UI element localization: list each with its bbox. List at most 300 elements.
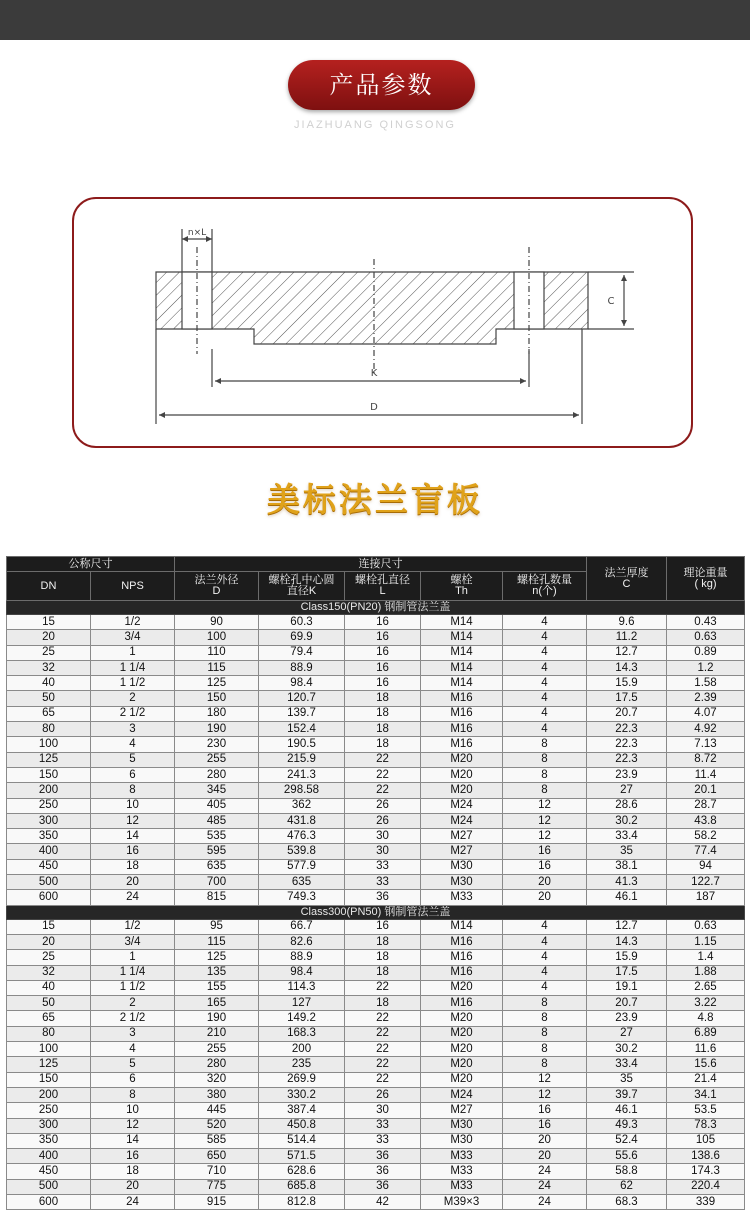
table-row xyxy=(7,1164,745,1179)
table-cell: 320 xyxy=(175,1072,259,1087)
table-cell: 27 xyxy=(587,1026,667,1041)
table-row xyxy=(7,980,745,995)
table-cell: 1 xyxy=(91,645,175,660)
table-cell: 1/2 xyxy=(91,919,175,934)
table-cell: 12 xyxy=(91,1118,175,1133)
table-cell: 50 xyxy=(7,691,91,706)
table-cell: 25 xyxy=(7,645,91,660)
table-cell: 110 xyxy=(175,645,259,660)
table-cell: 30 xyxy=(345,844,421,859)
table-cell: 775 xyxy=(175,1179,259,1194)
table-cell: 20 xyxy=(503,875,587,890)
table-cell: 155 xyxy=(175,980,259,995)
table-cell: 22 xyxy=(345,1072,421,1087)
table-cell: 15.6 xyxy=(667,1057,745,1072)
table-cell: 15 xyxy=(7,615,91,630)
table-cell: M20 xyxy=(421,1042,503,1057)
table-cell: 280 xyxy=(175,767,259,782)
table-row xyxy=(7,1011,745,1026)
table-cell: 4 xyxy=(503,691,587,706)
table-row xyxy=(7,1118,745,1133)
table-cell: M16 xyxy=(421,691,503,706)
table-cell: 62 xyxy=(587,1179,667,1194)
section-title: Class300(PN50) 钢制管法兰盖 xyxy=(7,905,745,919)
column-header-4 xyxy=(345,572,421,601)
table-cell: 122.7 xyxy=(667,875,745,890)
table-row xyxy=(7,1057,745,1072)
table-cell: 20 xyxy=(503,1133,587,1148)
table-cell: 16 xyxy=(503,844,587,859)
column-header-top: 法兰外径 xyxy=(194,574,239,586)
table-cell: 190.5 xyxy=(259,737,345,752)
table-row xyxy=(7,1087,745,1102)
table-cell: 16 xyxy=(345,630,421,645)
table-cell: 33.4 xyxy=(587,829,667,844)
table-cell: 15.9 xyxy=(587,676,667,691)
table-cell: 12.7 xyxy=(587,919,667,934)
table-cell: 4 xyxy=(503,950,587,965)
table-row xyxy=(7,813,745,828)
table-cell: 2 xyxy=(91,996,175,1011)
table-cell: 350 xyxy=(7,829,91,844)
table-cell: 2 1/2 xyxy=(91,1011,175,1026)
table-cell: 53.5 xyxy=(667,1103,745,1118)
table-cell: 4.8 xyxy=(667,1011,745,1026)
table-cell: 2.65 xyxy=(667,980,745,995)
table-cell: 36 xyxy=(345,890,421,905)
table-cell: M33 xyxy=(421,1179,503,1194)
table-cell: 149.2 xyxy=(259,1011,345,1026)
table-cell: 445 xyxy=(175,1103,259,1118)
table-cell: 50 xyxy=(7,996,91,1011)
table-cell: 17.5 xyxy=(587,691,667,706)
table-cell: 595 xyxy=(175,844,259,859)
table-row xyxy=(7,934,745,949)
table-cell: 4 xyxy=(503,615,587,630)
table-cell: M30 xyxy=(421,1118,503,1133)
table-cell: 298.58 xyxy=(259,783,345,798)
header-thickness xyxy=(587,557,667,601)
table-cell: 18 xyxy=(345,996,421,1011)
table-cell: 16 xyxy=(345,919,421,934)
table-cell: 1 1/2 xyxy=(91,980,175,995)
table-cell: 2 1/2 xyxy=(91,706,175,721)
table-cell: 14.3 xyxy=(587,934,667,949)
column-header-1 xyxy=(91,572,175,601)
table-cell: 18 xyxy=(345,965,421,980)
table-cell: 215.9 xyxy=(259,752,345,767)
table-cell: 30.2 xyxy=(587,813,667,828)
table-cell: 6 xyxy=(91,767,175,782)
table-cell: 21.4 xyxy=(667,1072,745,1087)
table-cell: 485 xyxy=(175,813,259,828)
table-cell: 36 xyxy=(345,1164,421,1179)
flange-cross-section-diagram xyxy=(74,199,693,448)
table-cell: 80 xyxy=(7,1026,91,1041)
table-cell: 4 xyxy=(503,645,587,660)
table-cell: M14 xyxy=(421,645,503,660)
table-cell: 330.2 xyxy=(259,1087,345,1102)
product-title: 美标法兰盲板 xyxy=(267,480,483,519)
table-cell: 4 xyxy=(503,965,587,980)
table-row xyxy=(7,1194,745,1209)
table-cell: 82.6 xyxy=(259,934,345,949)
table-cell: 1.2 xyxy=(667,660,745,675)
table-cell: 22.3 xyxy=(587,722,667,737)
table-cell: 58.2 xyxy=(667,829,745,844)
table-cell: 230 xyxy=(175,737,259,752)
table-cell: 300 xyxy=(7,813,91,828)
table-row xyxy=(7,890,745,905)
table-cell: 255 xyxy=(175,1042,259,1057)
table-cell: 16 xyxy=(345,660,421,675)
table-cell: 4 xyxy=(503,630,587,645)
table-cell: 39.7 xyxy=(587,1087,667,1102)
table-cell: 12 xyxy=(503,1072,587,1087)
outer-diameter-label: D xyxy=(370,402,378,413)
table-cell: 685.8 xyxy=(259,1179,345,1194)
table-cell: 22 xyxy=(345,783,421,798)
table-cell: 16 xyxy=(91,844,175,859)
table-row xyxy=(7,1042,745,1057)
table-cell: 115 xyxy=(175,934,259,949)
table-cell: 18 xyxy=(345,737,421,752)
table-cell: 22.3 xyxy=(587,737,667,752)
table-cell: 98.4 xyxy=(259,965,345,980)
table-cell: 77.4 xyxy=(667,844,745,859)
table-cell: 400 xyxy=(7,844,91,859)
table-cell: 1 xyxy=(91,950,175,965)
table-cell: 18 xyxy=(345,722,421,737)
table-cell: 20.1 xyxy=(667,783,745,798)
table-cell: M24 xyxy=(421,798,503,813)
column-header-bottom: NPS xyxy=(121,579,144,592)
table-cell: 168.3 xyxy=(259,1026,345,1041)
table-cell: 36 xyxy=(345,1149,421,1164)
table-cell: 24 xyxy=(91,1194,175,1209)
table-cell: 40 xyxy=(7,676,91,691)
table-cell: 250 xyxy=(7,798,91,813)
bolt-circle-label: K xyxy=(370,368,378,379)
table-row xyxy=(7,829,745,844)
table-cell: 8 xyxy=(503,996,587,1011)
table-cell: 27 xyxy=(587,783,667,798)
table-cell: 500 xyxy=(7,875,91,890)
table-cell: 165 xyxy=(175,996,259,1011)
table-cell: M33 xyxy=(421,890,503,905)
table-cell: 450 xyxy=(7,1164,91,1179)
header-thickness-unit: C xyxy=(622,577,631,590)
table-cell: 4 xyxy=(91,1042,175,1057)
table-cell: 79.4 xyxy=(259,645,345,660)
table-cell: 520 xyxy=(175,1118,259,1133)
table-cell: 0.43 xyxy=(667,615,745,630)
table-row xyxy=(7,1072,745,1087)
table-cell: 10 xyxy=(91,1103,175,1118)
table-cell: 26 xyxy=(345,798,421,813)
table-cell: 2 xyxy=(91,691,175,706)
table-cell: 12 xyxy=(503,813,587,828)
table-cell: 24 xyxy=(503,1194,587,1209)
table-row xyxy=(7,615,745,630)
table-cell: 18 xyxy=(345,691,421,706)
table-cell: M20 xyxy=(421,1026,503,1041)
table-cell: M16 xyxy=(421,950,503,965)
table-cell: 16 xyxy=(503,1103,587,1118)
table-cell: 11.2 xyxy=(587,630,667,645)
section-title: Class150(PN20) 钢制管法兰盖 xyxy=(7,601,745,615)
table-cell: 100 xyxy=(7,1042,91,1057)
table-cell: 5 xyxy=(91,752,175,767)
table-cell: 20 xyxy=(503,1149,587,1164)
table-cell: M16 xyxy=(421,996,503,1011)
table-cell: 69.9 xyxy=(259,630,345,645)
table-cell: 16 xyxy=(503,1118,587,1133)
table-cell: 12 xyxy=(503,829,587,844)
section-badge-subtitle: JIAZHUANG QINGSONG xyxy=(294,119,456,131)
table-cell: 628.6 xyxy=(259,1164,345,1179)
table-row xyxy=(7,1103,745,1118)
table-cell: 46.1 xyxy=(587,1103,667,1118)
table-cell: 46.1 xyxy=(587,890,667,905)
table-cell: 33 xyxy=(345,859,421,874)
table-cell: 80 xyxy=(7,722,91,737)
table-cell: 20 xyxy=(91,875,175,890)
table-cell: M30 xyxy=(421,1133,503,1148)
table-row xyxy=(7,965,745,980)
table-cell: 78.3 xyxy=(667,1118,745,1133)
table-cell: 0.63 xyxy=(667,630,745,645)
table-cell: 4 xyxy=(503,980,587,995)
table-row xyxy=(7,752,745,767)
table-row xyxy=(7,950,745,965)
table-cell: 8 xyxy=(503,737,587,752)
table-cell: 514.4 xyxy=(259,1133,345,1148)
table-cell: 1.4 xyxy=(667,950,745,965)
table-cell: M16 xyxy=(421,722,503,737)
table-cell: 65 xyxy=(7,1011,91,1026)
table-cell: 9.6 xyxy=(587,615,667,630)
table-cell: 98.4 xyxy=(259,676,345,691)
table-cell: 52.4 xyxy=(587,1133,667,1148)
table-cell: 114.3 xyxy=(259,980,345,995)
table-cell: 19.1 xyxy=(587,980,667,995)
table-cell: 16 xyxy=(345,615,421,630)
table-cell: 49.3 xyxy=(587,1118,667,1133)
table-cell: 0.89 xyxy=(667,645,745,660)
table-cell: 127 xyxy=(259,996,345,1011)
table-cell: M27 xyxy=(421,829,503,844)
table-row xyxy=(7,1149,745,1164)
table-cell: 345 xyxy=(175,783,259,798)
table-cell: 105 xyxy=(667,1133,745,1148)
table-cell: 535 xyxy=(175,829,259,844)
table-cell: 1 1/4 xyxy=(91,965,175,980)
table-cell: 35 xyxy=(587,844,667,859)
table-cell: 22 xyxy=(345,980,421,995)
section-header-row xyxy=(7,601,745,615)
table-cell: 6 xyxy=(91,1072,175,1087)
header-weight-unit: ( kg) xyxy=(694,577,717,590)
table-cell: 0.63 xyxy=(667,919,745,934)
table-cell: 42 xyxy=(345,1194,421,1209)
table-cell: 88.9 xyxy=(259,950,345,965)
table-cell: 450 xyxy=(7,859,91,874)
table-cell: 135 xyxy=(175,965,259,980)
spec-table-container xyxy=(6,556,744,1210)
table-cell: 1 1/2 xyxy=(91,676,175,691)
table-cell: 22 xyxy=(345,1011,421,1026)
table-cell: M20 xyxy=(421,783,503,798)
table-cell: 3/4 xyxy=(91,630,175,645)
table-cell: 4.07 xyxy=(667,706,745,721)
table-row xyxy=(7,996,745,1011)
table-cell: 66.7 xyxy=(259,919,345,934)
table-cell: M20 xyxy=(421,1011,503,1026)
table-cell: 4 xyxy=(503,934,587,949)
table-row xyxy=(7,859,745,874)
table-cell: M16 xyxy=(421,737,503,752)
table-cell: 16 xyxy=(91,1149,175,1164)
header-weight xyxy=(667,557,745,601)
column-header-0 xyxy=(7,572,91,601)
table-row xyxy=(7,706,745,721)
table-cell: 1.58 xyxy=(667,676,745,691)
table-cell: 650 xyxy=(175,1149,259,1164)
table-cell: 24 xyxy=(91,890,175,905)
column-header-top: 螺栓 xyxy=(450,574,473,586)
table-cell: 400 xyxy=(7,1149,91,1164)
table-cell: 32 xyxy=(7,660,91,675)
table-cell: 55.6 xyxy=(587,1149,667,1164)
table-cell: 25 xyxy=(7,950,91,965)
table-cell: 350 xyxy=(7,1133,91,1148)
table-cell: 33 xyxy=(345,875,421,890)
table-cell: 8 xyxy=(503,1011,587,1026)
table-cell: 450.8 xyxy=(259,1118,345,1133)
table-cell: M16 xyxy=(421,706,503,721)
top-bar xyxy=(0,0,750,40)
table-cell: 88.9 xyxy=(259,660,345,675)
table-cell: 11.6 xyxy=(667,1042,745,1057)
table-cell: 14 xyxy=(91,1133,175,1148)
table-row xyxy=(7,722,745,737)
table-cell: M16 xyxy=(421,934,503,949)
table-cell: 38.1 xyxy=(587,859,667,874)
table-cell: 23.9 xyxy=(587,767,667,782)
table-cell: 22 xyxy=(345,1042,421,1057)
table-row xyxy=(7,1179,745,1194)
table-cell: M30 xyxy=(421,875,503,890)
table-cell: 387.4 xyxy=(259,1103,345,1118)
table-cell: 4 xyxy=(503,660,587,675)
column-header-bottom: Th xyxy=(455,585,468,597)
table-cell: 635 xyxy=(259,875,345,890)
table-cell: 815 xyxy=(175,890,259,905)
table-cell: 12 xyxy=(503,1087,587,1102)
table-cell: 22 xyxy=(345,1057,421,1072)
hole-label: n×L xyxy=(187,228,207,238)
table-cell: 4 xyxy=(503,706,587,721)
table-row xyxy=(7,1026,745,1041)
table-cell: 18 xyxy=(345,706,421,721)
table-cell: 210 xyxy=(175,1026,259,1041)
table-row xyxy=(7,798,745,813)
table-cell: 8 xyxy=(503,767,587,782)
column-header-3 xyxy=(259,572,345,601)
column-header-bottom: 直径K xyxy=(286,585,317,597)
table-cell: 3/4 xyxy=(91,934,175,949)
table-row xyxy=(7,645,745,660)
column-header-2 xyxy=(175,572,259,601)
table-cell: 40 xyxy=(7,980,91,995)
header-weight-label: 理论重量 xyxy=(683,566,728,579)
table-cell: 585 xyxy=(175,1133,259,1148)
table-cell: 1.15 xyxy=(667,934,745,949)
table-cell: 41.3 xyxy=(587,875,667,890)
table-cell: 20.7 xyxy=(587,706,667,721)
table-cell: M14 xyxy=(421,630,503,645)
column-header-top: 螺栓孔中心圆 xyxy=(268,574,335,586)
table-cell: M39×3 xyxy=(421,1194,503,1209)
table-cell: 250 xyxy=(7,1103,91,1118)
table-cell: 915 xyxy=(175,1194,259,1209)
table-cell: 200 xyxy=(7,1087,91,1102)
group-header-nominal: 公称尺寸 xyxy=(7,557,175,572)
table-cell: 22.3 xyxy=(587,752,667,767)
table-cell: 577.9 xyxy=(259,859,345,874)
table-cell: 139.7 xyxy=(259,706,345,721)
table-cell: M20 xyxy=(421,752,503,767)
table-cell: 60.3 xyxy=(259,615,345,630)
table-cell: 17.5 xyxy=(587,965,667,980)
spec-table xyxy=(6,556,745,1210)
column-header-bottom: DN xyxy=(40,579,57,592)
table-cell: 190 xyxy=(175,722,259,737)
table-cell: 571.5 xyxy=(259,1149,345,1164)
column-header-6 xyxy=(503,572,587,601)
table-cell: 33.4 xyxy=(587,1057,667,1072)
table-cell: 16 xyxy=(503,859,587,874)
table-cell: 6.89 xyxy=(667,1026,745,1041)
table-cell: 8 xyxy=(503,752,587,767)
table-row xyxy=(7,676,745,691)
table-cell: 115 xyxy=(175,660,259,675)
table-cell: 4.92 xyxy=(667,722,745,737)
table-cell: M24 xyxy=(421,813,503,828)
table-cell: 280 xyxy=(175,1057,259,1072)
table-cell: 8 xyxy=(503,1026,587,1041)
table-cell: 8 xyxy=(91,1087,175,1102)
table-row xyxy=(7,783,745,798)
section-badge: 产品参数 xyxy=(288,60,475,110)
table-cell: 200 xyxy=(259,1042,345,1057)
table-cell: 150 xyxy=(175,691,259,706)
table-cell: 1/2 xyxy=(91,615,175,630)
table-cell: 68.3 xyxy=(587,1194,667,1209)
table-cell: 1 1/4 xyxy=(91,660,175,675)
table-cell: 152.4 xyxy=(259,722,345,737)
table-cell: 22 xyxy=(345,752,421,767)
table-cell: 4 xyxy=(503,722,587,737)
table-row xyxy=(7,875,745,890)
table-cell: 24 xyxy=(503,1164,587,1179)
table-cell: 95 xyxy=(175,919,259,934)
table-cell: 100 xyxy=(175,630,259,645)
table-cell: 30 xyxy=(345,1103,421,1118)
table-cell: 120.7 xyxy=(259,691,345,706)
table-cell: 33 xyxy=(345,1118,421,1133)
